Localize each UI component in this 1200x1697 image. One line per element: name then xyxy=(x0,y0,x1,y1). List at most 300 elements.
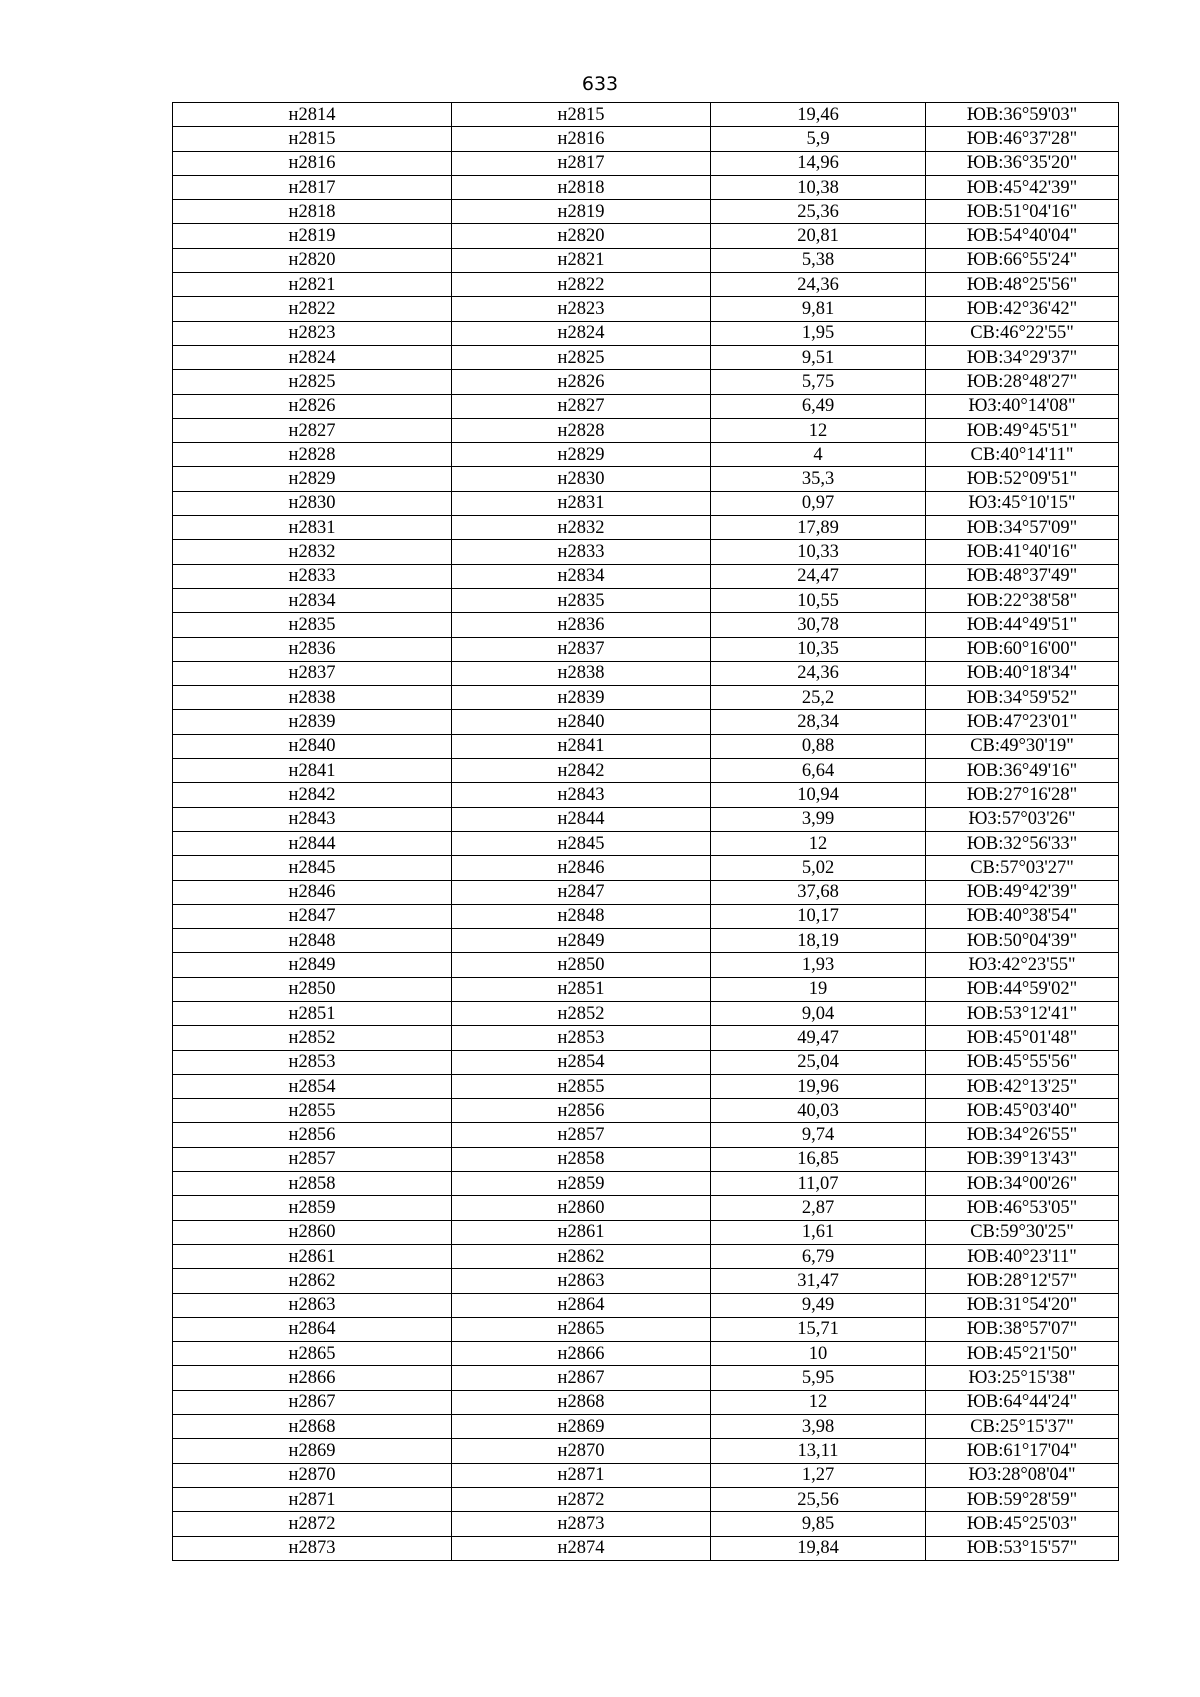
start-point-cell: н2869 xyxy=(173,1439,452,1463)
start-point-cell: н2859 xyxy=(173,1196,452,1220)
bearing-cell: ЮВ:27°16'28" xyxy=(926,783,1119,807)
start-point-cell: н2821 xyxy=(173,273,452,297)
bearing-cell: ЮВ:38°57'07" xyxy=(926,1317,1119,1341)
start-point-cell: н2841 xyxy=(173,759,452,783)
bearing-cell: ЮВ:59°28'59" xyxy=(926,1487,1119,1511)
bearing-cell: ЮВ:40°18'34" xyxy=(926,661,1119,685)
bearing-cell: ЮВ:22°38'58" xyxy=(926,588,1119,612)
distance-cell: 6,49 xyxy=(711,394,926,418)
end-point-cell: н2852 xyxy=(452,1001,711,1025)
distance-cell: 20,81 xyxy=(711,224,926,248)
end-point-cell: н2866 xyxy=(452,1342,711,1366)
distance-cell: 25,04 xyxy=(711,1050,926,1074)
distance-cell: 30,78 xyxy=(711,613,926,637)
distance-cell: 3,98 xyxy=(711,1415,926,1439)
end-point-cell: н2820 xyxy=(452,224,711,248)
bearing-cell: ЮВ:34°57'09" xyxy=(926,516,1119,540)
bearing-cell: ЮВ:45°55'56" xyxy=(926,1050,1119,1074)
start-point-cell: н2843 xyxy=(173,807,452,831)
distance-cell: 9,04 xyxy=(711,1001,926,1025)
distance-cell: 15,71 xyxy=(711,1317,926,1341)
bearing-cell: ЮВ:45°03'40" xyxy=(926,1099,1119,1123)
end-point-cell: н2828 xyxy=(452,418,711,442)
distance-cell: 19,46 xyxy=(711,103,926,127)
distance-cell: 25,56 xyxy=(711,1487,926,1511)
bearing-cell: СВ:40°14'11" xyxy=(926,443,1119,467)
distance-cell: 5,95 xyxy=(711,1366,926,1390)
table-row xyxy=(173,1001,1119,1025)
bearing-cell: ЮВ:66°55'24" xyxy=(926,248,1119,272)
start-point-cell: н2818 xyxy=(173,200,452,224)
end-point-cell: н2861 xyxy=(452,1220,711,1244)
distance-cell: 1,95 xyxy=(711,321,926,345)
start-point-cell: н2814 xyxy=(173,103,452,127)
table-row xyxy=(173,1536,1119,1560)
end-point-cell: н2864 xyxy=(452,1293,711,1317)
distance-cell: 1,93 xyxy=(711,953,926,977)
start-point-cell: н2858 xyxy=(173,1172,452,1196)
bearing-cell: ЮВ:45°01'48" xyxy=(926,1026,1119,1050)
distance-cell: 35,3 xyxy=(711,467,926,491)
end-point-cell: н2870 xyxy=(452,1439,711,1463)
start-point-cell: н2825 xyxy=(173,370,452,394)
start-point-cell: н2847 xyxy=(173,904,452,928)
end-point-cell: н2867 xyxy=(452,1366,711,1390)
start-point-cell: н2854 xyxy=(173,1074,452,1098)
bearing-cell: СВ:57°03'27" xyxy=(926,856,1119,880)
end-point-cell: н2833 xyxy=(452,540,711,564)
start-point-cell: н2857 xyxy=(173,1147,452,1171)
start-point-cell: н2852 xyxy=(173,1026,452,1050)
start-point-cell: н2849 xyxy=(173,953,452,977)
bearing-cell: ЮВ:45°42'39" xyxy=(926,175,1119,199)
table-row xyxy=(173,588,1119,612)
start-point-cell: н2826 xyxy=(173,394,452,418)
distance-cell: 6,79 xyxy=(711,1244,926,1268)
bearing-cell: ЮЗ:25°15'38" xyxy=(926,1366,1119,1390)
bearing-cell: СВ:46°22'55" xyxy=(926,321,1119,345)
end-point-cell: н2815 xyxy=(452,103,711,127)
distance-cell: 16,85 xyxy=(711,1147,926,1171)
start-point-cell: н2815 xyxy=(173,127,452,151)
table-row xyxy=(173,103,1119,127)
bearing-cell: СВ:49°30'19" xyxy=(926,734,1119,758)
bearing-cell: ЮВ:39°13'43" xyxy=(926,1147,1119,1171)
distance-cell: 18,19 xyxy=(711,929,926,953)
table-row xyxy=(173,1050,1119,1074)
start-point-cell: н2831 xyxy=(173,516,452,540)
distance-cell: 17,89 xyxy=(711,516,926,540)
end-point-cell: н2868 xyxy=(452,1390,711,1414)
end-point-cell: н2848 xyxy=(452,904,711,928)
bearing-cell: ЮВ:44°49'51" xyxy=(926,613,1119,637)
table-row xyxy=(173,1293,1119,1317)
bearing-cell: ЮВ:53°12'41" xyxy=(926,1001,1119,1025)
end-point-cell: н2858 xyxy=(452,1147,711,1171)
end-point-cell: н2844 xyxy=(452,807,711,831)
end-point-cell: н2874 xyxy=(452,1536,711,1560)
end-point-cell: н2834 xyxy=(452,564,711,588)
table-row xyxy=(173,394,1119,418)
end-point-cell: н2838 xyxy=(452,661,711,685)
bearing-cell: ЮВ:48°25'56" xyxy=(926,273,1119,297)
table-row xyxy=(173,977,1119,1001)
table-row xyxy=(173,1172,1119,1196)
table-row xyxy=(173,1342,1119,1366)
table-row xyxy=(173,661,1119,685)
table-row xyxy=(173,1147,1119,1171)
bearing-cell: ЮЗ:57°03'26" xyxy=(926,807,1119,831)
end-point-cell: н2850 xyxy=(452,953,711,977)
distance-cell: 25,2 xyxy=(711,686,926,710)
bearing-cell: ЮВ:36°35'20" xyxy=(926,151,1119,175)
survey-table xyxy=(172,102,1119,1561)
bearing-cell: ЮВ:61°17'04" xyxy=(926,1439,1119,1463)
distance-cell: 5,9 xyxy=(711,127,926,151)
table-row xyxy=(173,418,1119,442)
end-point-cell: н2832 xyxy=(452,516,711,540)
bearing-cell: ЮВ:47°23'01" xyxy=(926,710,1119,734)
start-point-cell: н2861 xyxy=(173,1244,452,1268)
start-point-cell: н2823 xyxy=(173,321,452,345)
end-point-cell: н2842 xyxy=(452,759,711,783)
bearing-cell: ЮВ:45°21'50" xyxy=(926,1342,1119,1366)
distance-cell: 10 xyxy=(711,1342,926,1366)
end-point-cell: н2821 xyxy=(452,248,711,272)
distance-cell: 24,47 xyxy=(711,564,926,588)
table-row xyxy=(173,1487,1119,1511)
table-row xyxy=(173,321,1119,345)
table-row xyxy=(173,127,1119,151)
end-point-cell: н2845 xyxy=(452,831,711,855)
start-point-cell: н2828 xyxy=(173,443,452,467)
end-point-cell: н2849 xyxy=(452,929,711,953)
distance-cell: 6,64 xyxy=(711,759,926,783)
distance-cell: 0,97 xyxy=(711,491,926,515)
bearing-cell: ЮВ:34°26'55" xyxy=(926,1123,1119,1147)
survey-table-body xyxy=(173,103,1119,1561)
distance-cell: 37,68 xyxy=(711,880,926,904)
end-point-cell: н2865 xyxy=(452,1317,711,1341)
bearing-cell: ЮВ:51°04'16" xyxy=(926,200,1119,224)
end-point-cell: н2817 xyxy=(452,151,711,175)
bearing-cell: ЮВ:54°40'04" xyxy=(926,224,1119,248)
table-row xyxy=(173,1439,1119,1463)
start-point-cell: н2873 xyxy=(173,1536,452,1560)
table-row xyxy=(173,273,1119,297)
bearing-cell: ЮВ:42°13'25" xyxy=(926,1074,1119,1098)
bearing-cell: ЮВ:36°59'03" xyxy=(926,103,1119,127)
bearing-cell: ЮЗ:45°10'15" xyxy=(926,491,1119,515)
start-point-cell: н2837 xyxy=(173,661,452,685)
end-point-cell: н2830 xyxy=(452,467,711,491)
distance-cell: 25,36 xyxy=(711,200,926,224)
table-row xyxy=(173,856,1119,880)
bearing-cell: ЮВ:40°23'11" xyxy=(926,1244,1119,1268)
start-point-cell: н2862 xyxy=(173,1269,452,1293)
table-row xyxy=(173,491,1119,515)
bearing-cell: ЮВ:34°00'26" xyxy=(926,1172,1119,1196)
end-point-cell: н2846 xyxy=(452,856,711,880)
end-point-cell: н2855 xyxy=(452,1074,711,1098)
table-row xyxy=(173,783,1119,807)
start-point-cell: н2863 xyxy=(173,1293,452,1317)
start-point-cell: н2867 xyxy=(173,1390,452,1414)
end-point-cell: н2822 xyxy=(452,273,711,297)
start-point-cell: н2872 xyxy=(173,1512,452,1536)
table-row xyxy=(173,1269,1119,1293)
bearing-cell: ЮВ:49°42'39" xyxy=(926,880,1119,904)
table-row xyxy=(173,443,1119,467)
distance-cell: 10,35 xyxy=(711,637,926,661)
end-point-cell: н2818 xyxy=(452,175,711,199)
end-point-cell: н2873 xyxy=(452,1512,711,1536)
start-point-cell: н2840 xyxy=(173,734,452,758)
distance-cell: 12 xyxy=(711,418,926,442)
bearing-cell: ЮВ:48°37'49" xyxy=(926,564,1119,588)
distance-cell: 2,87 xyxy=(711,1196,926,1220)
bearing-cell: ЮВ:32°56'33" xyxy=(926,831,1119,855)
table-row xyxy=(173,1463,1119,1487)
bearing-cell: ЮВ:41°40'16" xyxy=(926,540,1119,564)
distance-cell: 19,96 xyxy=(711,1074,926,1098)
bearing-cell: ЮВ:42°36'42" xyxy=(926,297,1119,321)
start-point-cell: н2871 xyxy=(173,1487,452,1511)
start-point-cell: н2833 xyxy=(173,564,452,588)
distance-cell: 24,36 xyxy=(711,273,926,297)
table-row xyxy=(173,710,1119,734)
start-point-cell: н2830 xyxy=(173,491,452,515)
table-row xyxy=(173,613,1119,637)
end-point-cell: н2847 xyxy=(452,880,711,904)
end-point-cell: н2843 xyxy=(452,783,711,807)
end-point-cell: н2840 xyxy=(452,710,711,734)
bearing-cell: ЮВ:44°59'02" xyxy=(926,977,1119,1001)
distance-cell: 10,94 xyxy=(711,783,926,807)
start-point-cell: н2850 xyxy=(173,977,452,1001)
distance-cell: 5,38 xyxy=(711,248,926,272)
bearing-cell: ЮВ:31°54'20" xyxy=(926,1293,1119,1317)
end-point-cell: н2837 xyxy=(452,637,711,661)
bearing-cell: ЮВ:45°25'03" xyxy=(926,1512,1119,1536)
bearing-cell: ЮВ:34°29'37" xyxy=(926,345,1119,369)
end-point-cell: н2854 xyxy=(452,1050,711,1074)
end-point-cell: н2857 xyxy=(452,1123,711,1147)
table-row xyxy=(173,637,1119,661)
table-row xyxy=(173,224,1119,248)
page-number: 633 xyxy=(581,73,619,95)
table-row xyxy=(173,370,1119,394)
start-point-cell: н2836 xyxy=(173,637,452,661)
start-point-cell: н2829 xyxy=(173,467,452,491)
end-point-cell: н2860 xyxy=(452,1196,711,1220)
table-row xyxy=(173,175,1119,199)
table-row xyxy=(173,1317,1119,1341)
end-point-cell: н2829 xyxy=(452,443,711,467)
table-row xyxy=(173,929,1119,953)
table-row xyxy=(173,248,1119,272)
end-point-cell: н2862 xyxy=(452,1244,711,1268)
distance-cell: 1,27 xyxy=(711,1463,926,1487)
start-point-cell: н2834 xyxy=(173,588,452,612)
end-point-cell: н2839 xyxy=(452,686,711,710)
end-point-cell: н2859 xyxy=(452,1172,711,1196)
distance-cell: 10,17 xyxy=(711,904,926,928)
end-point-cell: н2816 xyxy=(452,127,711,151)
end-point-cell: н2831 xyxy=(452,491,711,515)
bearing-cell: ЮВ:49°45'51" xyxy=(926,418,1119,442)
end-point-cell: н2856 xyxy=(452,1099,711,1123)
end-point-cell: н2827 xyxy=(452,394,711,418)
distance-cell: 13,11 xyxy=(711,1439,926,1463)
end-point-cell: н2824 xyxy=(452,321,711,345)
table-row xyxy=(173,1390,1119,1414)
end-point-cell: н2863 xyxy=(452,1269,711,1293)
end-point-cell: н2853 xyxy=(452,1026,711,1050)
start-point-cell: н2856 xyxy=(173,1123,452,1147)
table-row xyxy=(173,200,1119,224)
distance-cell: 11,07 xyxy=(711,1172,926,1196)
distance-cell: 12 xyxy=(711,831,926,855)
table-row xyxy=(173,345,1119,369)
start-point-cell: н2855 xyxy=(173,1099,452,1123)
table-row xyxy=(173,1366,1119,1390)
distance-cell: 9,51 xyxy=(711,345,926,369)
table-row xyxy=(173,734,1119,758)
distance-cell: 10,55 xyxy=(711,588,926,612)
distance-cell: 9,85 xyxy=(711,1512,926,1536)
table-row xyxy=(173,904,1119,928)
table-row xyxy=(173,880,1119,904)
start-point-cell: н2820 xyxy=(173,248,452,272)
bearing-cell: ЮВ:28°12'57" xyxy=(926,1269,1119,1293)
bearing-cell: ЮВ:36°49'16" xyxy=(926,759,1119,783)
start-point-cell: н2844 xyxy=(173,831,452,855)
table-row xyxy=(173,686,1119,710)
end-point-cell: н2869 xyxy=(452,1415,711,1439)
start-point-cell: н2845 xyxy=(173,856,452,880)
bearing-cell: ЮВ:53°15'57" xyxy=(926,1536,1119,1560)
bearing-cell: ЮВ:52°09'51" xyxy=(926,467,1119,491)
table-row xyxy=(173,1244,1119,1268)
bearing-cell: ЮВ:64°44'24" xyxy=(926,1390,1119,1414)
end-point-cell: н2851 xyxy=(452,977,711,1001)
start-point-cell: н2848 xyxy=(173,929,452,953)
distance-cell: 24,36 xyxy=(711,661,926,685)
distance-cell: 10,38 xyxy=(711,175,926,199)
table-row xyxy=(173,540,1119,564)
table-row xyxy=(173,151,1119,175)
start-point-cell: н2866 xyxy=(173,1366,452,1390)
bearing-cell: СВ:25°15'37" xyxy=(926,1415,1119,1439)
start-point-cell: н2832 xyxy=(173,540,452,564)
distance-cell: 3,99 xyxy=(711,807,926,831)
bearing-cell: ЮЗ:42°23'55" xyxy=(926,953,1119,977)
end-point-cell: н2823 xyxy=(452,297,711,321)
end-point-cell: н2826 xyxy=(452,370,711,394)
table-row xyxy=(173,297,1119,321)
start-point-cell: н2819 xyxy=(173,224,452,248)
start-point-cell: н2853 xyxy=(173,1050,452,1074)
distance-cell: 49,47 xyxy=(711,1026,926,1050)
table-row xyxy=(173,807,1119,831)
table-row xyxy=(173,564,1119,588)
start-point-cell: н2824 xyxy=(173,345,452,369)
distance-cell: 5,75 xyxy=(711,370,926,394)
start-point-cell: н2860 xyxy=(173,1220,452,1244)
end-point-cell: н2835 xyxy=(452,588,711,612)
table-row xyxy=(173,516,1119,540)
table-row xyxy=(173,1074,1119,1098)
start-point-cell: н2816 xyxy=(173,151,452,175)
end-point-cell: н2871 xyxy=(452,1463,711,1487)
end-point-cell: н2841 xyxy=(452,734,711,758)
bearing-cell: ЮВ:60°16'00" xyxy=(926,637,1119,661)
distance-cell: 5,02 xyxy=(711,856,926,880)
table-row xyxy=(173,1196,1119,1220)
bearing-cell: СВ:59°30'25" xyxy=(926,1220,1119,1244)
bearing-cell: ЮВ:46°53'05" xyxy=(926,1196,1119,1220)
bearing-cell: ЮВ:40°38'54" xyxy=(926,904,1119,928)
start-point-cell: н2864 xyxy=(173,1317,452,1341)
start-point-cell: н2868 xyxy=(173,1415,452,1439)
distance-cell: 10,33 xyxy=(711,540,926,564)
distance-cell: 31,47 xyxy=(711,1269,926,1293)
table-row xyxy=(173,1220,1119,1244)
start-point-cell: н2870 xyxy=(173,1463,452,1487)
table-row xyxy=(173,1099,1119,1123)
table-row xyxy=(173,1512,1119,1536)
distance-cell: 14,96 xyxy=(711,151,926,175)
bearing-cell: ЮЗ:40°14'08" xyxy=(926,394,1119,418)
end-point-cell: н2819 xyxy=(452,200,711,224)
distance-cell: 9,49 xyxy=(711,1293,926,1317)
distance-cell: 4 xyxy=(711,443,926,467)
bearing-cell: ЮВ:34°59'52" xyxy=(926,686,1119,710)
bearing-cell: ЮВ:50°04'39" xyxy=(926,929,1119,953)
distance-cell: 40,03 xyxy=(711,1099,926,1123)
table-row xyxy=(173,1123,1119,1147)
start-point-cell: н2865 xyxy=(173,1342,452,1366)
table-row xyxy=(173,831,1119,855)
bearing-cell: ЮЗ:28°08'04" xyxy=(926,1463,1119,1487)
start-point-cell: н2817 xyxy=(173,175,452,199)
end-point-cell: н2825 xyxy=(452,345,711,369)
start-point-cell: н2842 xyxy=(173,783,452,807)
table-row xyxy=(173,953,1119,977)
start-point-cell: н2846 xyxy=(173,880,452,904)
table-row xyxy=(173,467,1119,491)
end-point-cell: н2836 xyxy=(452,613,711,637)
table-row xyxy=(173,759,1119,783)
distance-cell: 28,34 xyxy=(711,710,926,734)
table-row xyxy=(173,1415,1119,1439)
distance-cell: 9,81 xyxy=(711,297,926,321)
distance-cell: 9,74 xyxy=(711,1123,926,1147)
start-point-cell: н2851 xyxy=(173,1001,452,1025)
distance-cell: 19,84 xyxy=(711,1536,926,1560)
distance-cell: 12 xyxy=(711,1390,926,1414)
start-point-cell: н2827 xyxy=(173,418,452,442)
end-point-cell: н2872 xyxy=(452,1487,711,1511)
distance-cell: 19 xyxy=(711,977,926,1001)
table-row xyxy=(173,1026,1119,1050)
start-point-cell: н2822 xyxy=(173,297,452,321)
bearing-cell: ЮВ:46°37'28" xyxy=(926,127,1119,151)
distance-cell: 1,61 xyxy=(711,1220,926,1244)
distance-cell: 0,88 xyxy=(711,734,926,758)
start-point-cell: н2835 xyxy=(173,613,452,637)
